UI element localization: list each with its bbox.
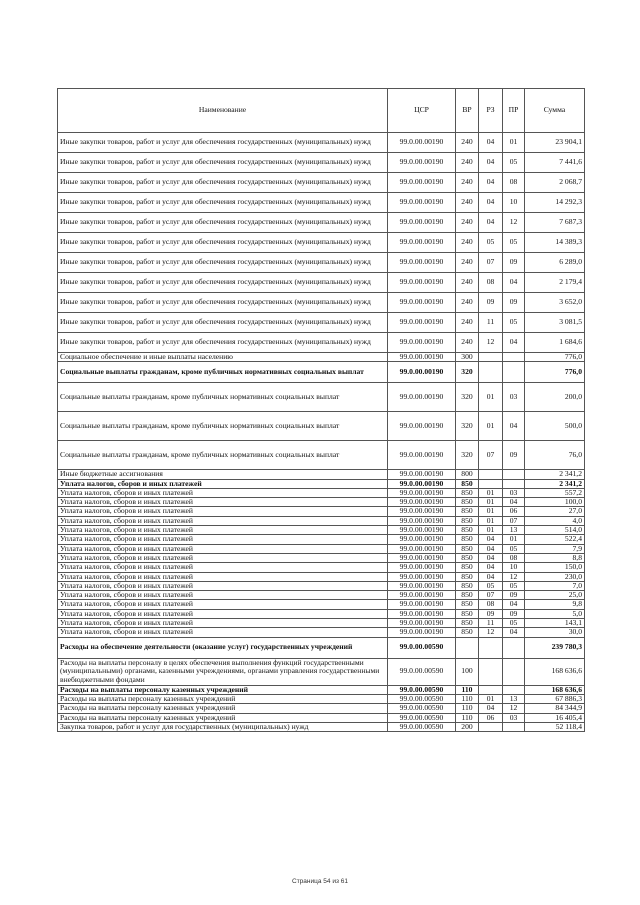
cell-vr: 240 <box>456 213 479 233</box>
cell-rz: 01 <box>479 412 503 441</box>
table-row <box>58 353 585 362</box>
cell-vr: 850 <box>456 498 479 507</box>
cell-rz: 08 <box>479 273 503 293</box>
cell-vr: 850 <box>456 609 479 618</box>
cell-rz <box>479 479 503 488</box>
cell-vr: 850 <box>456 628 479 637</box>
cell-csr: 99.0.00.00190 <box>388 526 456 535</box>
cell-rz <box>479 658 503 685</box>
cell-vr: 850 <box>456 553 479 562</box>
cell-csr: 99.0.00.00190 <box>388 572 456 581</box>
cell-sum: 2 068,7 <box>525 173 585 193</box>
cell-pr: 09 <box>503 441 525 470</box>
cell-name: Социальные выплаты гражданам, кроме публичных нормативных социальных выплат <box>58 412 388 441</box>
header-csr: ЦСР <box>388 89 456 133</box>
cell-csr: 99.0.00.00190 <box>388 153 456 173</box>
cell-vr: 240 <box>456 193 479 213</box>
table-row <box>58 563 585 572</box>
cell-rz: 07 <box>479 441 503 470</box>
cell-pr <box>503 353 525 362</box>
cell-rz: 04 <box>479 193 503 213</box>
cell-csr: 99.0.00.00190 <box>388 362 456 383</box>
cell-name: Социальное обеспечение и иные выплаты населению <box>58 353 388 362</box>
cell-name: Уплата налогов, сборов и иных платежей <box>58 609 388 618</box>
table-row <box>58 722 585 731</box>
cell-vr: 850 <box>456 507 479 516</box>
cell-rz: 01 <box>479 498 503 507</box>
cell-pr: 05 <box>503 313 525 333</box>
cell-pr <box>503 470 525 479</box>
cell-vr: 850 <box>456 544 479 553</box>
cell-name: Иные закупки товаров, работ и услуг для обеспечения государственных (муниципальных) нужд <box>58 233 388 253</box>
cell-rz: 09 <box>479 293 503 313</box>
cell-pr: 03 <box>503 713 525 722</box>
table-row <box>58 213 585 233</box>
cell-sum: 500,0 <box>525 412 585 441</box>
cell-sum: 150,0 <box>525 563 585 572</box>
cell-vr: 850 <box>456 563 479 572</box>
table-row <box>58 153 585 173</box>
cell-sum: 5,0 <box>525 609 585 618</box>
cell-csr: 99.0.00.00190 <box>388 353 456 362</box>
cell-sum: 7,0 <box>525 581 585 590</box>
cell-csr: 99.0.00.00590 <box>388 704 456 713</box>
cell-pr: 05 <box>503 581 525 590</box>
cell-csr: 99.0.00.00190 <box>388 498 456 507</box>
cell-vr: 850 <box>456 619 479 628</box>
table-row <box>58 313 585 333</box>
cell-pr: 09 <box>503 609 525 618</box>
cell-csr: 99.0.00.00590 <box>388 713 456 722</box>
cell-pr: 04 <box>503 600 525 609</box>
cell-sum: 30,0 <box>525 628 585 637</box>
cell-sum: 2 341,2 <box>525 470 585 479</box>
cell-name: Иные закупки товаров, работ и услуг для обеспечения государственных (муниципальных) нужд <box>58 173 388 193</box>
cell-pr: 09 <box>503 253 525 273</box>
cell-sum: 8,8 <box>525 553 585 562</box>
cell-csr: 99.0.00.00190 <box>388 591 456 600</box>
cell-vr: 240 <box>456 173 479 193</box>
cell-sum: 25,0 <box>525 591 585 600</box>
cell-name: Уплата налогов, сборов и иных платежей <box>58 572 388 581</box>
cell-csr: 99.0.00.00190 <box>388 441 456 470</box>
cell-rz <box>479 362 503 383</box>
cell-name: Иные закупки товаров, работ и услуг для обеспечения государственных (муниципальных) нужд <box>58 153 388 173</box>
table-row <box>58 441 585 470</box>
cell-csr: 99.0.00.00190 <box>388 412 456 441</box>
table-row <box>58 173 585 193</box>
cell-rz: 04 <box>479 153 503 173</box>
cell-rz: 05 <box>479 233 503 253</box>
table-row <box>58 507 585 516</box>
cell-pr: 12 <box>503 572 525 581</box>
cell-csr: 99.0.00.00190 <box>388 600 456 609</box>
cell-vr: 320 <box>456 441 479 470</box>
cell-csr: 99.0.00.00190 <box>388 507 456 516</box>
cell-pr <box>503 479 525 488</box>
cell-rz: 09 <box>479 609 503 618</box>
cell-sum: 168 636,6 <box>525 658 585 685</box>
cell-vr: 110 <box>456 685 479 694</box>
cell-sum: 23 904,1 <box>525 133 585 153</box>
cell-vr: 850 <box>456 535 479 544</box>
cell-vr: 850 <box>456 600 479 609</box>
cell-rz: 01 <box>479 488 503 497</box>
cell-name: Уплата налогов, сборов и иных платежей <box>58 563 388 572</box>
cell-pr: 07 <box>503 516 525 525</box>
cell-vr: 240 <box>456 273 479 293</box>
cell-name: Уплата налогов, сборов и иных платежей <box>58 581 388 590</box>
cell-name: Социальные выплаты гражданам, кроме публичных нормативных социальных выплат <box>58 383 388 412</box>
cell-vr: 240 <box>456 153 479 173</box>
cell-rz <box>479 353 503 362</box>
cell-vr: 240 <box>456 233 479 253</box>
cell-rz: 07 <box>479 591 503 600</box>
cell-pr: 05 <box>503 619 525 628</box>
cell-rz: 07 <box>479 253 503 273</box>
cell-pr: 08 <box>503 553 525 562</box>
cell-csr: 99.0.00.00190 <box>388 293 456 313</box>
table-row <box>58 713 585 722</box>
cell-rz <box>479 470 503 479</box>
cell-sum: 6 289,0 <box>525 253 585 273</box>
cell-name: Социальные выплаты гражданам, кроме публичных нормативных социальных выплат <box>58 362 388 383</box>
cell-csr: 99.0.00.00190 <box>388 133 456 153</box>
cell-csr: 99.0.00.00190 <box>388 313 456 333</box>
cell-vr: 240 <box>456 253 479 273</box>
cell-name: Иные бюджетные ассигнования <box>58 470 388 479</box>
cell-csr: 99.0.00.00190 <box>388 535 456 544</box>
cell-csr: 99.0.00.00190 <box>388 619 456 628</box>
cell-csr: 99.0.00.00190 <box>388 563 456 572</box>
cell-name: Расходы на выплаты персоналу казенных учреждений <box>58 713 388 722</box>
cell-pr: 08 <box>503 173 525 193</box>
table-row <box>58 704 585 713</box>
cell-csr: 99.0.00.00190 <box>388 544 456 553</box>
cell-name: Иные закупки товаров, работ и услуг для обеспечения государственных (муниципальных) нужд <box>58 293 388 313</box>
cell-name: Расходы на обеспечение деятельности (оказание услуг) государственных учреждений <box>58 637 388 658</box>
cell-vr: 240 <box>456 133 479 153</box>
cell-name: Уплата налогов, сборов и иных платежей <box>58 488 388 497</box>
cell-pr: 05 <box>503 233 525 253</box>
cell-vr: 320 <box>456 383 479 412</box>
cell-rz: 04 <box>479 133 503 153</box>
cell-csr: 99.0.00.00190 <box>388 581 456 590</box>
cell-name: Расходы на выплаты персоналу в целях обеспечения выполнения функций государственными (муниципальными) органами, казенными учреждениями, органами управления государственными внебюджетными фондами <box>58 658 388 685</box>
cell-csr: 99.0.00.00190 <box>388 609 456 618</box>
cell-csr: 99.0.00.00190 <box>388 516 456 525</box>
cell-sum: 100,0 <box>525 498 585 507</box>
cell-pr: 06 <box>503 507 525 516</box>
cell-csr: 99.0.00.00190 <box>388 273 456 293</box>
cell-pr: 04 <box>503 628 525 637</box>
cell-sum: 9,8 <box>525 600 585 609</box>
cell-rz: 04 <box>479 535 503 544</box>
table-row <box>58 362 585 383</box>
cell-vr: 320 <box>456 412 479 441</box>
cell-name: Уплата налогов, сборов и иных платежей <box>58 516 388 525</box>
table-row <box>58 628 585 637</box>
cell-csr: 99.0.00.00190 <box>388 213 456 233</box>
cell-pr: 04 <box>503 498 525 507</box>
cell-name: Иные закупки товаров, работ и услуг для обеспечения государственных (муниципальных) нужд <box>58 133 388 153</box>
cell-vr: 850 <box>456 479 479 488</box>
header-vr: ВР <box>456 89 479 133</box>
cell-sum: 557,2 <box>525 488 585 497</box>
table-row <box>58 133 585 153</box>
table-row <box>58 383 585 412</box>
cell-pr <box>503 637 525 658</box>
cell-name: Уплата налогов, сборов и иных платежей <box>58 600 388 609</box>
cell-rz: 11 <box>479 313 503 333</box>
cell-pr: 10 <box>503 563 525 572</box>
cell-pr: 04 <box>503 273 525 293</box>
cell-name: Уплата налогов, сборов и иных платежей <box>58 628 388 637</box>
cell-rz: 05 <box>479 581 503 590</box>
cell-sum: 1 684,6 <box>525 333 585 353</box>
cell-sum: 3 081,5 <box>525 313 585 333</box>
cell-vr: 110 <box>456 694 479 703</box>
table-row <box>58 600 585 609</box>
cell-csr: 99.0.00.00190 <box>388 470 456 479</box>
cell-vr: 300 <box>456 353 479 362</box>
cell-rz: 01 <box>479 507 503 516</box>
cell-vr: 240 <box>456 313 479 333</box>
cell-vr: 850 <box>456 526 479 535</box>
cell-csr: 99.0.00.00590 <box>388 685 456 694</box>
cell-rz <box>479 637 503 658</box>
table-row <box>58 193 585 213</box>
cell-csr: 99.0.00.00190 <box>388 333 456 353</box>
cell-sum: 7,9 <box>525 544 585 553</box>
cell-vr: 850 <box>456 516 479 525</box>
cell-vr: 850 <box>456 591 479 600</box>
cell-pr: 01 <box>503 535 525 544</box>
cell-rz: 04 <box>479 544 503 553</box>
cell-csr: 99.0.00.00190 <box>388 488 456 497</box>
cell-sum: 14 389,3 <box>525 233 585 253</box>
cell-name: Уплата налогов, сборов и иных платежей <box>58 544 388 553</box>
cell-rz: 01 <box>479 694 503 703</box>
cell-name: Расходы на выплаты персоналу казенных учреждений <box>58 685 388 694</box>
cell-name: Иные закупки товаров, работ и услуг для обеспечения государственных (муниципальных) нужд <box>58 333 388 353</box>
cell-pr <box>503 658 525 685</box>
table-row <box>58 535 585 544</box>
cell-name: Иные закупки товаров, работ и услуг для обеспечения государственных (муниципальных) нужд <box>58 193 388 213</box>
table-row <box>58 658 585 685</box>
cell-rz: 08 <box>479 600 503 609</box>
cell-pr: 10 <box>503 193 525 213</box>
cell-sum: 3 652,0 <box>525 293 585 313</box>
table-row <box>58 572 585 581</box>
cell-csr: 99.0.00.00190 <box>388 553 456 562</box>
table-row <box>58 470 585 479</box>
cell-sum: 27,0 <box>525 507 585 516</box>
cell-sum: 776,0 <box>525 353 585 362</box>
cell-rz: 01 <box>479 383 503 412</box>
cell-rz: 06 <box>479 713 503 722</box>
cell-csr: 99.0.00.00590 <box>388 637 456 658</box>
cell-name: Иные закупки товаров, работ и услуг для обеспечения государственных (муниципальных) нужд <box>58 253 388 273</box>
cell-sum: 7 687,3 <box>525 213 585 233</box>
cell-pr: 09 <box>503 591 525 600</box>
cell-rz: 12 <box>479 333 503 353</box>
cell-vr: 850 <box>456 581 479 590</box>
cell-rz: 04 <box>479 704 503 713</box>
cell-name: Иные закупки товаров, работ и услуг для обеспечения государственных (муниципальных) нужд <box>58 273 388 293</box>
cell-vr: 240 <box>456 293 479 313</box>
cell-name: Расходы на выплаты персоналу казенных учреждений <box>58 704 388 713</box>
cell-pr: 05 <box>503 153 525 173</box>
cell-csr: 99.0.00.00190 <box>388 479 456 488</box>
cell-rz <box>479 722 503 731</box>
cell-pr: 12 <box>503 704 525 713</box>
cell-csr: 99.0.00.00190 <box>388 173 456 193</box>
cell-sum: 4,0 <box>525 516 585 525</box>
cell-vr: 110 <box>456 713 479 722</box>
cell-rz: 04 <box>479 563 503 572</box>
cell-name: Социальные выплаты гражданам, кроме публичных нормативных социальных выплат <box>58 441 388 470</box>
cell-pr <box>503 722 525 731</box>
cell-rz: 12 <box>479 628 503 637</box>
cell-vr: 100 <box>456 658 479 685</box>
header-name: Наименование <box>58 89 388 133</box>
cell-sum: 14 292,3 <box>525 193 585 213</box>
cell-vr: 800 <box>456 470 479 479</box>
cell-sum: 143,1 <box>525 619 585 628</box>
cell-csr: 99.0.00.00590 <box>388 722 456 731</box>
cell-sum: 168 636,6 <box>525 685 585 694</box>
table-row <box>58 479 585 488</box>
cell-sum: 200,0 <box>525 383 585 412</box>
cell-sum: 239 780,3 <box>525 637 585 658</box>
budget-table <box>57 88 585 732</box>
cell-csr: 99.0.00.00190 <box>388 253 456 273</box>
table-row <box>58 412 585 441</box>
cell-name: Уплата налогов, сборов и иных платежей <box>58 479 388 488</box>
cell-sum: 522,4 <box>525 535 585 544</box>
cell-sum: 52 118,4 <box>525 722 585 731</box>
cell-pr: 12 <box>503 213 525 233</box>
cell-csr: 99.0.00.00590 <box>388 658 456 685</box>
cell-pr: 04 <box>503 412 525 441</box>
cell-sum: 2 179,4 <box>525 273 585 293</box>
cell-rz: 04 <box>479 572 503 581</box>
cell-sum: 84 344,9 <box>525 704 585 713</box>
cell-name: Расходы на выплаты персоналу казенных учреждений <box>58 694 388 703</box>
cell-csr: 99.0.00.00190 <box>388 193 456 213</box>
header-rz: РЗ <box>479 89 503 133</box>
cell-sum: 76,0 <box>525 441 585 470</box>
cell-sum: 7 441,6 <box>525 153 585 173</box>
table-row <box>58 333 585 353</box>
cell-name: Закупка товаров, работ и услуг для государственных (муниципальных) нужд <box>58 722 388 731</box>
header-sum: Сумма <box>525 89 585 133</box>
table-row <box>58 233 585 253</box>
table-header-row <box>58 89 585 133</box>
table-row <box>58 253 585 273</box>
header-pr: ПР <box>503 89 525 133</box>
cell-pr <box>503 362 525 383</box>
cell-csr: 99.0.00.00190 <box>388 233 456 253</box>
cell-sum: 16 405,4 <box>525 713 585 722</box>
cell-sum: 67 886,3 <box>525 694 585 703</box>
cell-pr: 05 <box>503 544 525 553</box>
cell-rz: 04 <box>479 553 503 562</box>
table-row <box>58 273 585 293</box>
cell-vr: 200 <box>456 722 479 731</box>
cell-rz: 04 <box>479 213 503 233</box>
cell-pr: 03 <box>503 488 525 497</box>
cell-vr <box>456 637 479 658</box>
cell-rz: 11 <box>479 619 503 628</box>
cell-sum: 514,0 <box>525 526 585 535</box>
cell-name: Уплата налогов, сборов и иных платежей <box>58 498 388 507</box>
cell-name: Уплата налогов, сборов и иных платежей <box>58 507 388 516</box>
cell-pr: 13 <box>503 694 525 703</box>
cell-sum: 776,0 <box>525 362 585 383</box>
cell-csr: 99.0.00.00590 <box>388 694 456 703</box>
cell-vr: 850 <box>456 572 479 581</box>
cell-pr: 03 <box>503 383 525 412</box>
cell-pr: 01 <box>503 133 525 153</box>
cell-sum: 230,0 <box>525 572 585 581</box>
cell-vr: 850 <box>456 488 479 497</box>
cell-name: Уплата налогов, сборов и иных платежей <box>58 591 388 600</box>
table-row <box>58 637 585 658</box>
cell-name: Уплата налогов, сборов и иных платежей <box>58 553 388 562</box>
cell-name: Иные закупки товаров, работ и услуг для обеспечения государственных (муниципальных) нужд <box>58 213 388 233</box>
cell-name: Уплата налогов, сборов и иных платежей <box>58 526 388 535</box>
cell-name: Уплата налогов, сборов и иных платежей <box>58 619 388 628</box>
cell-pr: 09 <box>503 293 525 313</box>
cell-csr: 99.0.00.00190 <box>388 628 456 637</box>
cell-pr: 13 <box>503 526 525 535</box>
cell-name: Иные закупки товаров, работ и услуг для обеспечения государственных (муниципальных) нужд <box>58 313 388 333</box>
cell-name: Уплата налогов, сборов и иных платежей <box>58 535 388 544</box>
cell-sum: 2 341,2 <box>525 479 585 488</box>
cell-rz: 01 <box>479 526 503 535</box>
cell-vr: 110 <box>456 704 479 713</box>
cell-vr: 240 <box>456 333 479 353</box>
cell-vr: 320 <box>456 362 479 383</box>
cell-csr: 99.0.00.00190 <box>388 383 456 412</box>
page-number: Страница 54 из 61 <box>292 878 348 885</box>
cell-rz: 01 <box>479 516 503 525</box>
cell-rz: 04 <box>479 173 503 193</box>
table-row <box>58 293 585 313</box>
cell-pr: 04 <box>503 333 525 353</box>
table-body <box>58 133 585 732</box>
